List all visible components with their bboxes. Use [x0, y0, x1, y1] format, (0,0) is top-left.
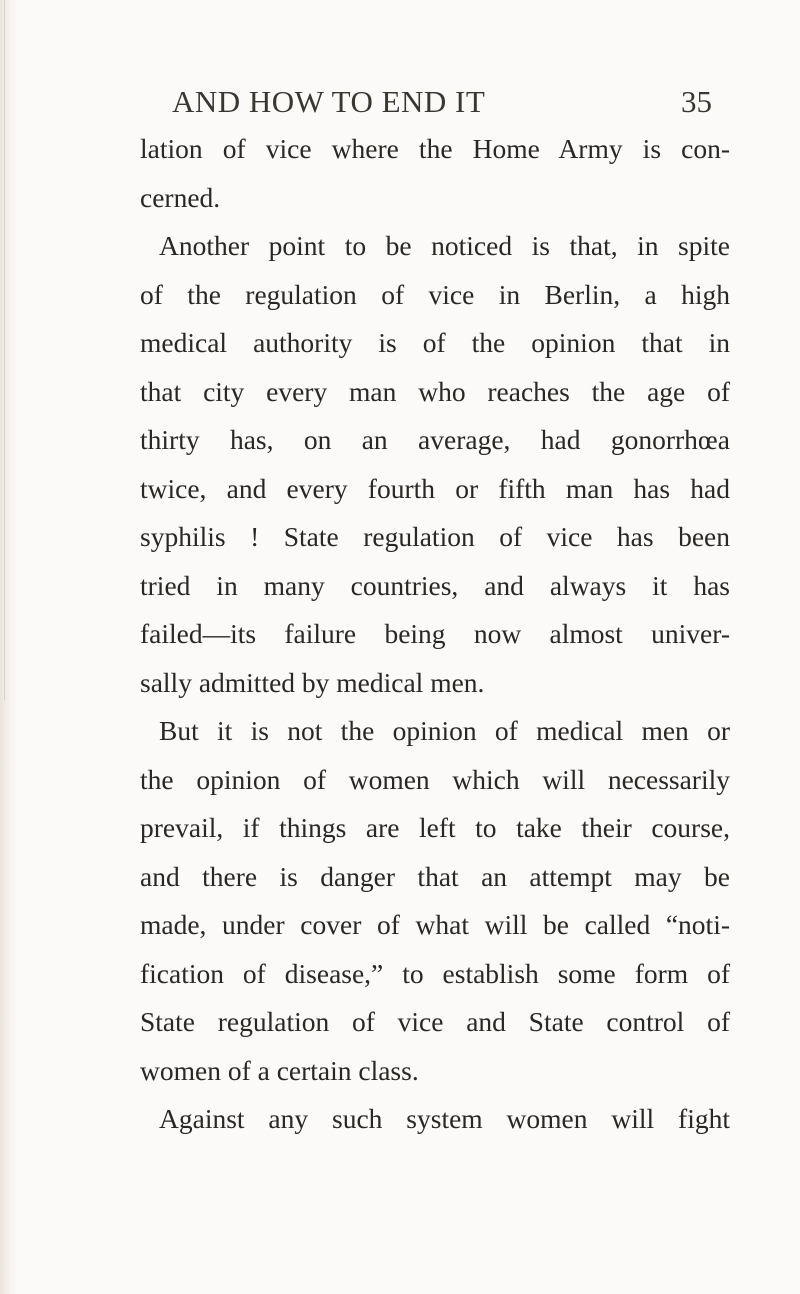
- text-line: syphilis ! State regulation of vice has been: [140, 521, 730, 552]
- text-line: fication of disease,” to establish some form of: [140, 957, 730, 989]
- page-number: 35: [681, 84, 712, 119]
- text-line: sally admitted by medical men.: [140, 666, 485, 698]
- text-line: that city every man who reaches the age of: [140, 375, 730, 407]
- running-head: [172, 84, 712, 124]
- text-line: the opinion of women which will necessarily: [140, 763, 730, 795]
- gutter-shadow-line: [4, 0, 5, 700]
- text-line: of the regulation of vice in Berlin, a high: [140, 278, 730, 310]
- text-line: lation of vice where the Home Army is con-: [140, 133, 730, 164]
- text-line: prevail, if things are left to take their course,: [140, 812, 730, 843]
- text-line: But it is not the opinion of medical men or: [159, 715, 730, 746]
- text-line: Against any such system women will fight: [159, 1103, 730, 1134]
- page-gutter: [0, 0, 18, 1294]
- text-line: made, under cover of what will be called “noti-: [140, 909, 730, 940]
- text-line: Another point to be noticed is that, in spite: [159, 230, 730, 261]
- text-line: twice, and every fourth or fifth man has had: [140, 472, 730, 504]
- text-line: State regulation of vice and State control of: [140, 1006, 730, 1037]
- text-line: medical authority is of the opinion that in: [140, 327, 730, 358]
- text-line: tried in many countries, and always it has: [140, 569, 730, 601]
- text-line: and there is danger that an attempt may be: [140, 860, 730, 892]
- running-title: AND HOW TO END IT: [172, 84, 486, 119]
- text-line: cerned.: [140, 181, 221, 213]
- text-line: thirty has, on an average, had gonorrhœa: [140, 424, 730, 455]
- body-text: [140, 125, 730, 1144]
- text-line: women of a certain class.: [140, 1054, 419, 1086]
- text-line: failed—its failure being now almost univer-: [140, 618, 730, 649]
